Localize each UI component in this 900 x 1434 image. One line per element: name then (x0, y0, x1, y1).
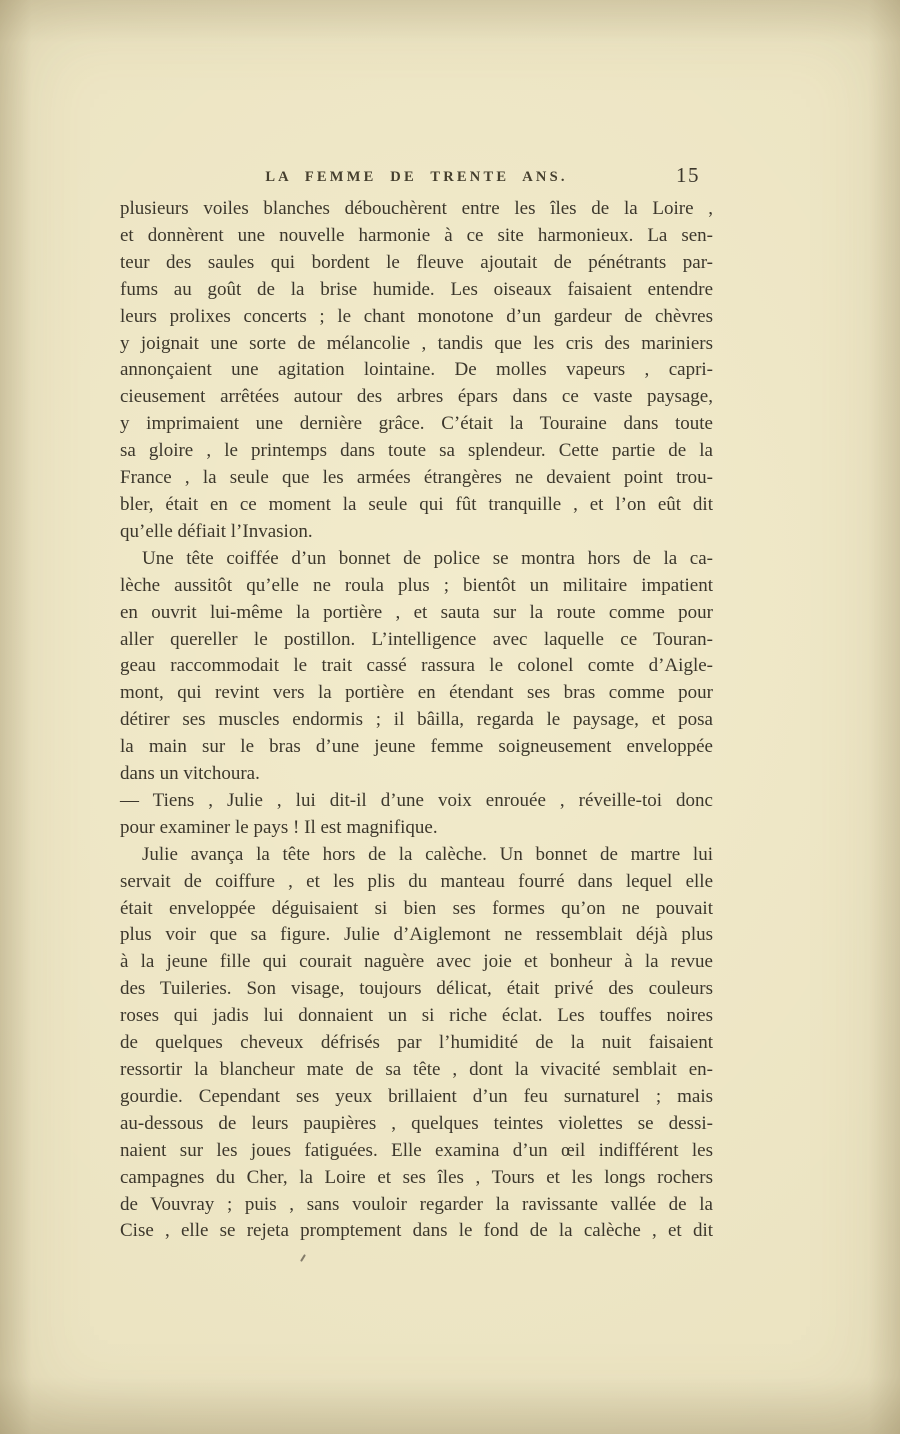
text-line: sa gloire , le printemps dans toute sa splendeur. Cette partie de la (120, 440, 713, 462)
text-line: roses qui jadis lui donnaient un si riche éclat. Les touffes noires (120, 1005, 713, 1027)
scan-speck (300, 1254, 306, 1262)
text-line: lèche aussitôt qu’elle ne roula plus ; bientôt un militaire impatient (120, 574, 713, 596)
text-line: servait de coiffure , et les plis du manteau fourré dans lequel elle (120, 870, 713, 892)
text-line: était enveloppée déguisaient si bien ses formes qu’on ne pouvait (120, 897, 713, 919)
text-line: en ouvrit lui-même la portière , et sauta sur la route comme pour (120, 601, 713, 623)
text-line: Cise , elle se rejeta promptement dans le fond de la calèche , et dit (120, 1220, 713, 1242)
running-title: LA FEMME DE TRENTE ANS. (265, 169, 568, 185)
page-header (120, 163, 713, 191)
text-line: pour examiner le pays ! Il est magnifique. (120, 816, 438, 838)
text-line: plusieurs voiles blanches débouchèrent entre les îles de la Loire , (120, 198, 713, 219)
text-line: Julie avança la tête hors de la calèche. Un bonnet de martre lui (142, 843, 713, 865)
text-line: mont, qui revint vers la portière en étendant ses bras comme pour (120, 682, 713, 704)
text-line: qu’elle défiait l’Invasion. (120, 520, 313, 542)
page-number: 15 (676, 163, 700, 187)
text-line: y joignait une sorte de mélancolie , tandis que les cris des mariniers (120, 332, 713, 354)
text-line: geau raccommodait le trait cassé rassura le colonel comte d’Aigle- (120, 655, 713, 677)
text-line: naient sur les joues fatiguées. Elle examina d’un œil indifférent les (120, 1139, 713, 1161)
text-line: campagnes du Cher, la Loire et ses îles , Tours et les longs rochers (120, 1166, 713, 1188)
text-line: plus voir que sa figure. Julie d’Aiglemont ne ressemblait déjà plus (120, 924, 713, 946)
text-line: leurs prolixes concerts ; le chant monotone d’un gardeur de chèvres (120, 305, 713, 327)
text-line: France , la seule que les armées étrangères ne devaient point trou- (120, 467, 713, 489)
text-line: et donnèrent une nouvelle harmonie à ce site harmonieux. La sen- (120, 224, 713, 246)
text-line: cieusement arrêtées autour des arbres épars dans ce vaste paysage, (120, 386, 713, 408)
text-line: bler, était en ce moment la seule qui fût tranquille , et l’on eût dit (120, 493, 713, 515)
text-line: — Tiens , Julie , lui dit-il d’une voix enrouée , réveille-toi donc (120, 789, 713, 811)
text-line: teur des saules qui bordent le fleuve ajoutait de pénétrants par- (120, 251, 713, 273)
text-line: gourdie. Cependant ses yeux brillaient d’un feu surnaturel ; mais (120, 1085, 713, 1107)
text-line: Une tête coiffée d’un bonnet de police se montra hors de la ca- (142, 547, 713, 569)
text-line: à la jeune fille qui courait naguère avec joie et bonheur à la revue (120, 951, 713, 973)
text-line: ressortir la blancheur mate de sa tête , dont la vivacité semblait en- (120, 1059, 713, 1080)
text-line: de quelques cheveux défrisés par l’humidité de la nuit faisaient (120, 1032, 713, 1054)
text-line: au-dessous de leurs paupières , quelques teintes violettes se dessi- (120, 1112, 713, 1134)
text-line: détirer ses muscles endormis ; il bâilla, regarda le paysage, et posa (120, 709, 713, 731)
body-text (120, 196, 713, 1245)
text-line: la main sur le bras d’une jeune femme soigneusement enveloppée (120, 736, 713, 758)
text-line: annonçaient une agitation lointaine. De molles vapeurs , capri- (120, 359, 713, 381)
text-line: de Vouvray ; puis , sans vouloir regarder la ravissante vallée de la (120, 1193, 713, 1215)
text-line: des Tuileries. Son visage, toujours délicat, était privé des couleurs (120, 978, 713, 1000)
text-line: dans un vitchoura. (120, 763, 260, 785)
text-line: y imprimaient une dernière grâce. C’était la Touraine dans toute (120, 413, 713, 435)
text-line: fums au goût de la brise humide. Les oiseaux faisaient entendre (120, 278, 713, 300)
text-line: aller quereller le postillon. L’intelligence avec laquelle ce Touran- (120, 628, 713, 650)
